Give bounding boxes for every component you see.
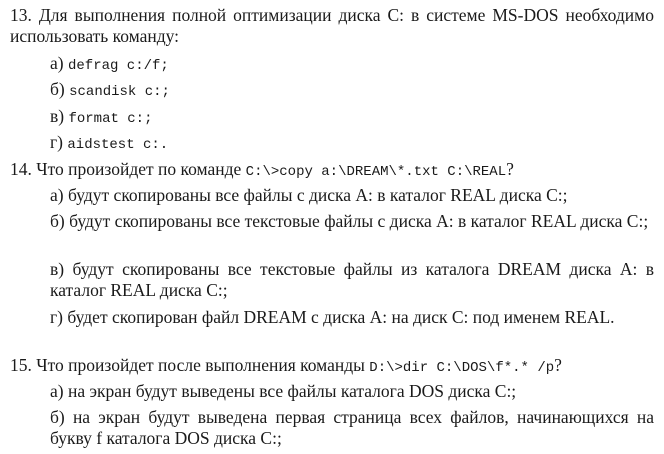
option-13-b: [50, 79, 654, 103]
option-letter: г): [50, 307, 64, 327]
option-15-b: [50, 407, 654, 449]
option-letter: г): [50, 132, 64, 152]
option-code: defrag c:/f;: [67, 58, 169, 74]
option-14-a: [50, 185, 654, 206]
option-14-d: [50, 307, 654, 328]
command-code: C:\>copy a:\DREAM\*.txt C:\REAL: [245, 164, 507, 180]
question-14: [10, 159, 654, 183]
command-code: D:\>dir C:\DOS\f*.* /p: [369, 360, 555, 376]
question-text: Для выполнения полной оптимизации диска C: в системе MS-DOS необходимо использовать команду:: [10, 5, 654, 46]
question-number: 15.: [10, 355, 32, 375]
option-text: на экран будут выведена первая страница всех файлов, начинающихся на букву f каталога DOS диска C:;: [50, 407, 655, 448]
option-14-b: [50, 211, 654, 232]
option-letter: а): [50, 185, 64, 205]
option-text: будет скопирован файл DREAM с диска A: на диск C: под именем REAL.: [67, 307, 615, 327]
option-15-a: [50, 381, 654, 402]
option-code: aidstest c:.: [67, 137, 169, 153]
option-13-c: [50, 106, 654, 130]
option-letter: б): [50, 211, 65, 231]
option-code: scandisk c:;: [69, 84, 170, 100]
question-number: 14.: [10, 159, 32, 179]
question-suffix: ?: [506, 159, 514, 179]
option-letter: в): [50, 259, 65, 279]
option-letter: а): [50, 53, 64, 73]
option-text: будут скопированы все файлы с диска A: в каталог REAL диска C:;: [67, 185, 568, 205]
question-suffix: ?: [554, 355, 562, 375]
question-text: Что произойдет после выполнения команды: [36, 355, 365, 375]
option-letter: б): [50, 79, 65, 99]
question-15: [10, 355, 654, 379]
question-number: 13.: [10, 5, 32, 25]
option-13-d: [50, 132, 654, 156]
option-letter: в): [50, 106, 65, 126]
option-letter: а): [50, 381, 64, 401]
option-text: будут скопированы все текстовые файлы с диска A: в каталог REAL диска C:;: [69, 211, 649, 231]
option-14-c: [50, 259, 654, 301]
option-text: на экран будут выведены все файлы каталога DOS диска C:;: [67, 381, 517, 401]
question-text: Что произойдет по команде: [36, 159, 242, 179]
question-13: [10, 5, 654, 47]
option-text: будут скопированы все текстовые файлы из каталога DREAM диска A: в каталог REAL диска C:;: [50, 259, 655, 300]
option-letter: б): [50, 407, 65, 427]
option-code: format c:;: [68, 111, 153, 127]
option-13-a: [50, 53, 654, 77]
